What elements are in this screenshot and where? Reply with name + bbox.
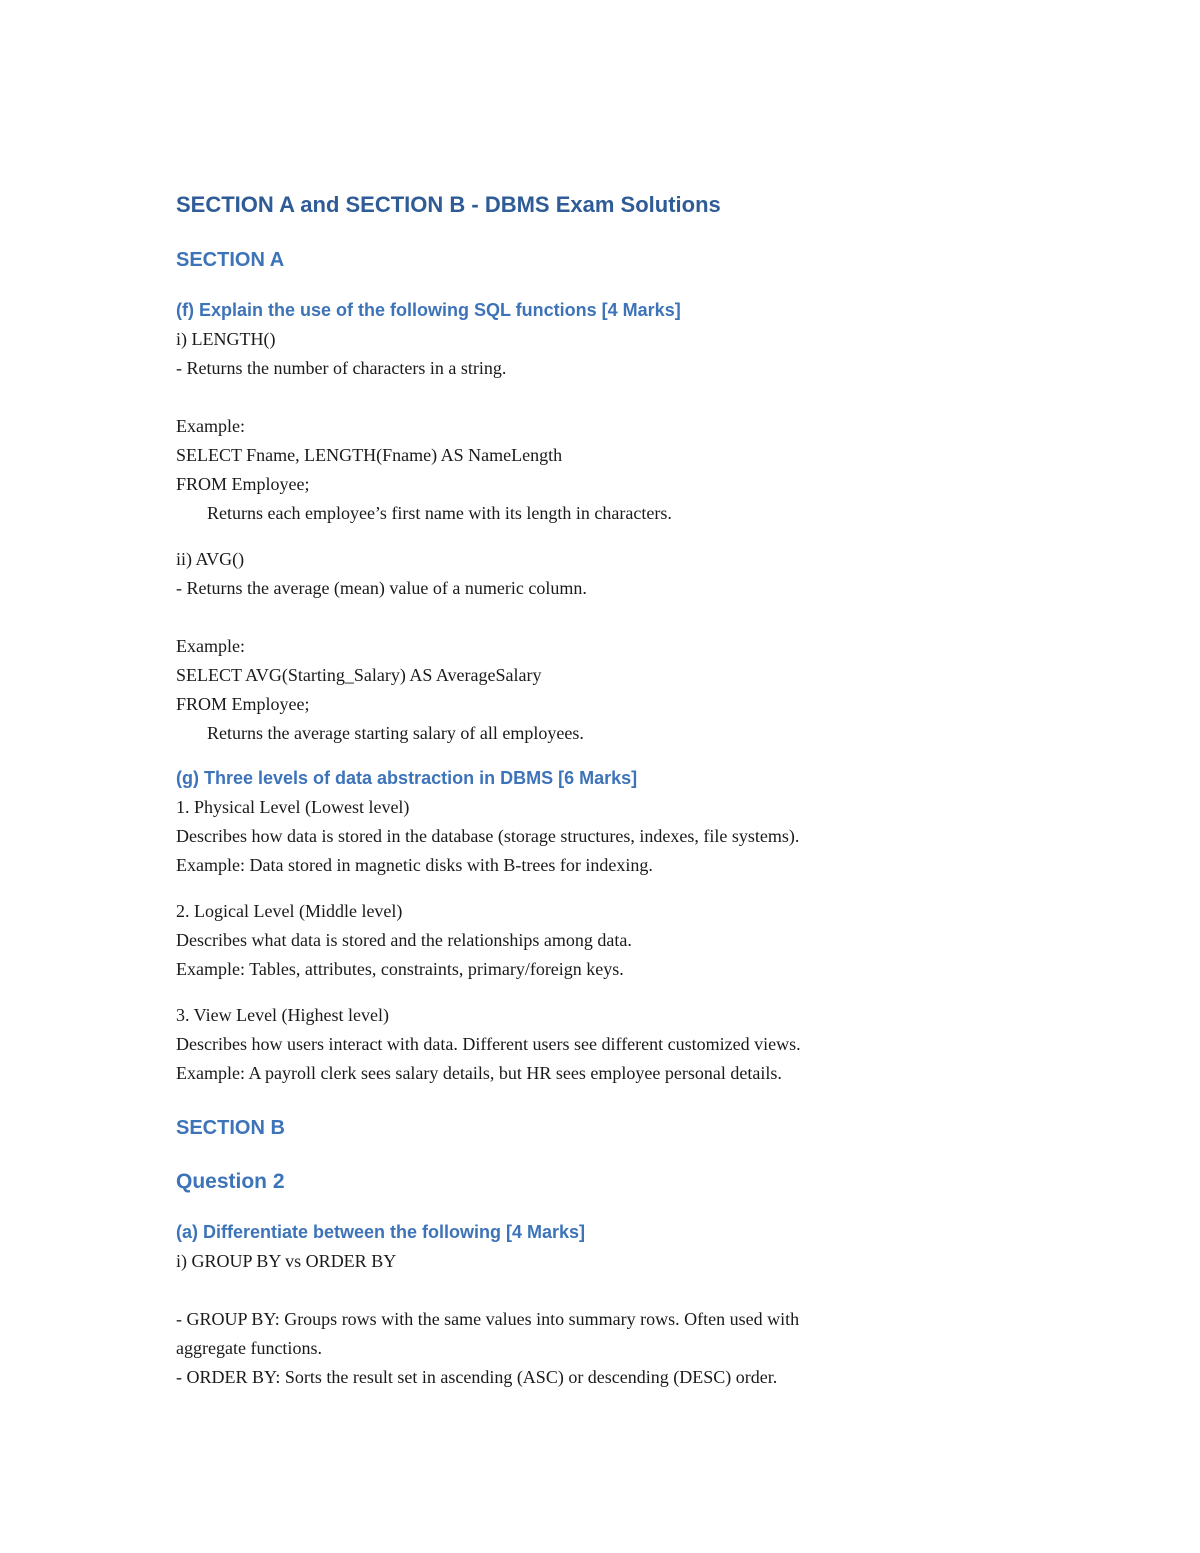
physical-level-description: Describes how data is stored in the database (storage structures, indexes, file systems). — [176, 826, 800, 846]
question-g-heading: (g) Three levels of data abstraction in DBMS [6 Marks] — [176, 768, 638, 788]
length-description: - Returns the number of characters in a string. — [176, 358, 507, 378]
avg-code-line-1: SELECT AVG(Starting_Salary) AS AverageSalary — [176, 665, 542, 685]
avg-description: - Returns the average (mean) value of a numeric column. — [176, 578, 587, 598]
spacer — [176, 880, 1056, 897]
spacer — [176, 383, 1056, 412]
avg-example-label: Example: — [176, 636, 245, 656]
group-by-description-line-1: - GROUP BY: Groups rows with the same values into summary rows. Often used with — [176, 1309, 800, 1329]
physical-level-example: Example: Data stored in magnetic disks with B-trees for indexing. — [176, 855, 653, 875]
section-a-heading: SECTION A — [176, 249, 285, 271]
document-page — [176, 188, 1056, 1392]
view-level-example: Example: A payroll clerk sees salary details, but HR sees employee personal details. — [176, 1063, 782, 1083]
document-title: SECTION A and SECTION B - DBMS Exam Solutions — [176, 192, 721, 217]
logical-level-description: Describes what data is stored and the relationships among data. — [176, 930, 632, 950]
avg-label: ii) AVG() — [176, 549, 245, 569]
question-a-heading: (a) Differentiate between the following [4 Marks] — [176, 1222, 586, 1242]
avg-code-line-2: FROM Employee; — [176, 694, 310, 714]
physical-level-name: 1. Physical Level (Lowest level) — [176, 797, 410, 817]
logical-level-example: Example: Tables, attributes, constraints, primary/foreign keys. — [176, 959, 624, 979]
avg-result: Returns the average starting salary of all employees. — [207, 723, 584, 743]
question-f-heading: (f) Explain the use of the following SQL functions [4 Marks] — [176, 300, 681, 320]
spacer — [176, 528, 1056, 545]
group-vs-order-label: i) GROUP BY vs ORDER BY — [176, 1251, 397, 1271]
length-result: Returns each employee’s first name with its length in characters. — [207, 503, 672, 523]
length-example-label: Example: — [176, 416, 245, 436]
length-label: i) LENGTH() — [176, 329, 276, 349]
group-by-description-line-2: aggregate functions. — [176, 1338, 322, 1358]
spacer — [176, 984, 1056, 1001]
view-level-description: Describes how users interact with data. Different users see different customized views. — [176, 1034, 801, 1054]
view-level-name: 3. View Level (Highest level) — [176, 1005, 390, 1025]
length-code-line-1: SELECT Fname, LENGTH(Fname) AS NameLength — [176, 445, 563, 465]
length-code-line-2: FROM Employee; — [176, 474, 310, 494]
spacer — [176, 1276, 1056, 1305]
section-b-heading: SECTION B — [176, 1117, 285, 1139]
question-2-heading: Question 2 — [176, 1170, 285, 1193]
order-by-description: - ORDER BY: Sorts the result set in ascending (ASC) or descending (DESC) order. — [176, 1367, 778, 1387]
spacer — [176, 603, 1056, 632]
logical-level-name: 2. Logical Level (Middle level) — [176, 901, 403, 921]
